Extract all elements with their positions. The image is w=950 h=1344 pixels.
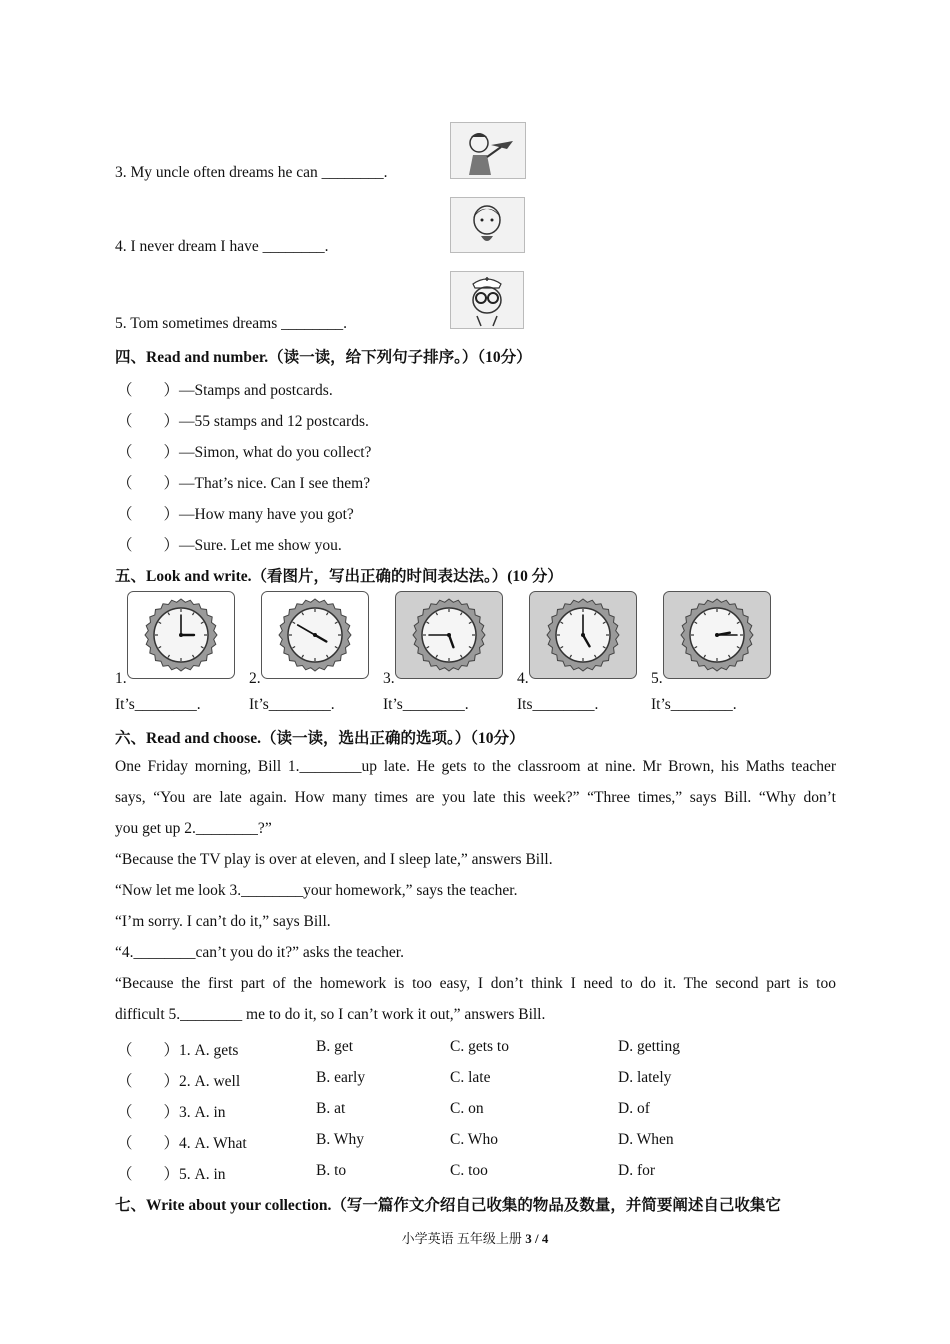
clock-picture-2 <box>261 591 369 679</box>
passage-line-1: One Friday morning, Bill 1.________up late. He gets to the classroom at nine. Mr Brown, his Maths teacher <box>115 758 836 775</box>
clock-picture-4 <box>529 591 637 679</box>
choice-1-c: C. gets to <box>450 1038 509 1055</box>
page-footer <box>0 1228 950 1247</box>
section-7-title: 七、Write about your collection.（写一篇作文介绍自己收集的物品及数量，并简要阐述自己收集它 <box>115 1197 781 1214</box>
choice-1-d: D. getting <box>618 1038 680 1055</box>
footer-page-total: 4 <box>541 1231 549 1246</box>
reorder-item-2: （ ）—55 stamps and 12 postcards. <box>117 413 369 430</box>
clock-answer-4: Its________. <box>517 696 599 713</box>
choice-5-c: C. too <box>450 1162 488 1179</box>
reorder-item-5: （ ）—How many have you got? <box>117 506 354 523</box>
clock-number-1: 1. <box>115 670 127 687</box>
passage-line-6: “I’m sorry. I can’t do it,” says Bill. <box>115 913 331 930</box>
passage-line-2: says, “You are late again. How many times are you late this week?” “Three times,” says Bill. “Why don’t <box>115 789 836 806</box>
choice-3-b: B. at <box>316 1100 346 1117</box>
clock-answer-1: It’s________. <box>115 696 201 713</box>
clock-number-5: 5. <box>651 670 663 687</box>
clock-answer-3: It’s________. <box>383 696 469 713</box>
clock-picture-3 <box>395 591 503 679</box>
clock-picture-1 <box>127 591 235 679</box>
choice-1-b: B. get <box>316 1038 354 1055</box>
man-with-bird-picture <box>450 122 526 179</box>
dream-item-4: 4. I never dream I have ________. <box>115 238 329 255</box>
reorder-item-6: （ ）—Sure. Let me show you. <box>117 537 342 554</box>
dream-item-3: 3. My uncle often dreams he can ________. <box>115 164 388 181</box>
footer-subject: 小学英语 五年级上册 <box>401 1231 522 1246</box>
clock-answer-5: It’s________. <box>651 696 737 713</box>
choice-4-b: B. Why <box>316 1131 364 1148</box>
choice-5-b: B. to <box>316 1162 347 1179</box>
section-6-title: 六、Read and choose.（读一读，选出正确的选项。）（10分） <box>115 730 525 747</box>
choice-2-a: （ ）2. A. well <box>117 1073 241 1090</box>
passage-line-8: “Because the first part of the homework is too easy, I don’t think I need to do it. The second part is too <box>115 975 836 992</box>
choice-4-a: （ ）4. A. What <box>117 1135 247 1152</box>
footer-page-number: 3 <box>525 1231 532 1246</box>
reorder-item-3: （ ）—Simon, what do you collect? <box>117 444 372 461</box>
footer-separator: / <box>534 1231 539 1246</box>
clock-number-4: 4. <box>517 670 529 687</box>
reorder-item-1: （ ）—Stamps and postcards. <box>117 382 333 399</box>
clock-number-3: 3. <box>383 670 395 687</box>
choice-4-c: C. Who <box>450 1131 498 1148</box>
choice-3-d: D. of <box>618 1100 650 1117</box>
passage-line-5: “Now let me look 3.________your homework,” says the teacher. <box>115 882 518 899</box>
passage-line-4: “Because the TV play is over at eleven, and I sleep late,” answers Bill. <box>115 851 553 868</box>
choice-1-a: （ ）1. A. gets <box>117 1042 239 1059</box>
choice-5-d: D. for <box>618 1162 656 1179</box>
choice-4-d: D. When <box>618 1131 674 1148</box>
clock-answer-2: It’s________. <box>249 696 335 713</box>
clock-picture-5 <box>663 591 771 679</box>
reorder-item-4: （ ）—That’s nice. Can I see them? <box>117 475 371 492</box>
girl-picture <box>450 197 525 253</box>
choice-3-a: （ ）3. A. in <box>117 1104 226 1121</box>
clock-number-2: 2. <box>249 670 261 687</box>
dream-item-5: 5. Tom sometimes dreams ________. <box>115 315 347 332</box>
passage-line-3: you get up 2.________?” <box>115 820 272 837</box>
doctor-picture <box>450 271 524 329</box>
choice-2-b: B. early <box>316 1069 366 1086</box>
choice-5-a: （ ）5. A. in <box>117 1166 226 1183</box>
passage-line-9: difficult 5.________ me to do it, so I can’t work it out,” answers Bill. <box>115 1006 546 1023</box>
choice-2-c: C. late <box>450 1069 491 1086</box>
section-4-title: 四、Read and number.（读一读，给下列句子排序。）（10分） <box>115 349 532 366</box>
section-5-title: 五、Look and write.（看图片，写出正确的时间表达法。）(10 分） <box>115 568 563 585</box>
choice-2-d: D. lately <box>618 1069 672 1086</box>
choice-3-c: C. on <box>450 1100 484 1117</box>
passage-line-7: “4.________can’t you do it?” asks the teacher. <box>115 944 404 961</box>
